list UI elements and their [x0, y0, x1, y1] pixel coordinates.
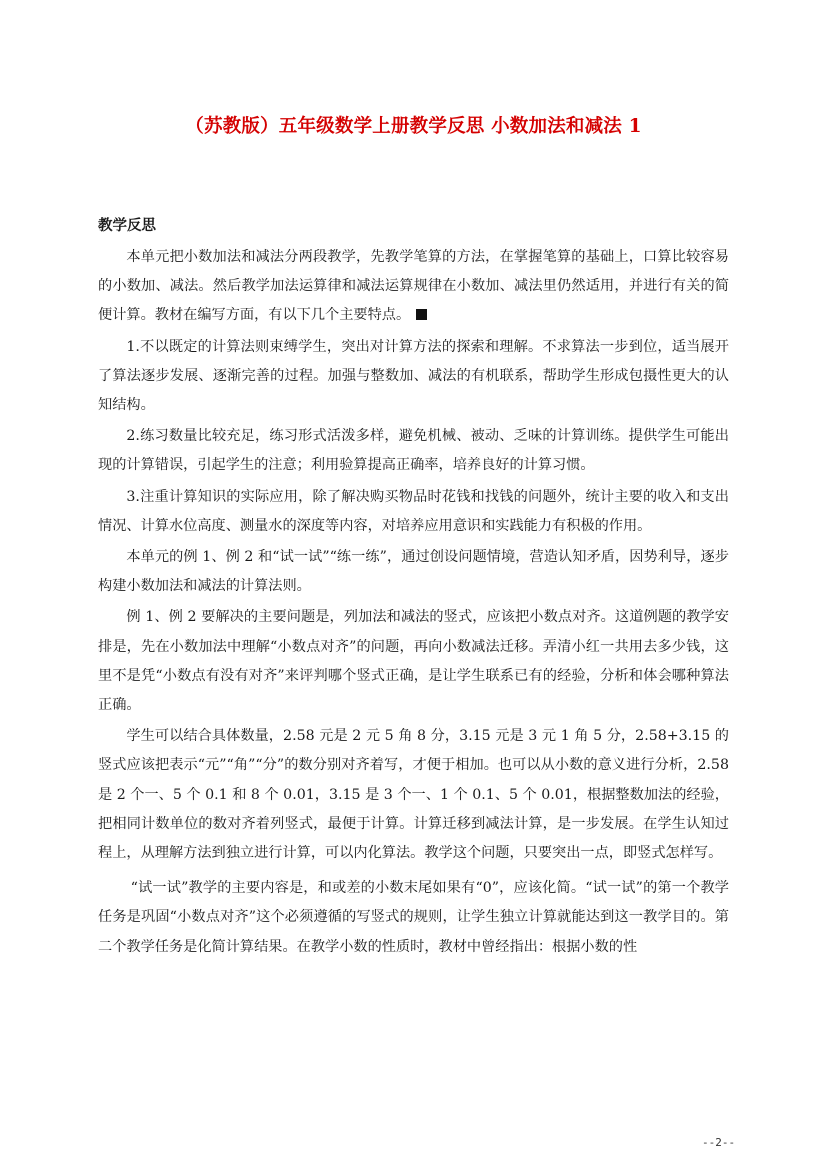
paragraph-example-1-2: 例 1、例 2 要解决的主要问题是，列加法和减法的竖式，应该把小数点对齐。这道例题的教学安排是，先在小数加法中理解“小数点对齐”的问题，再向小数减法迁移。弄清小红一共用去多少钱，这里不是凭“小数点有没有对齐”来评判哪个竖式正确，是让学生联系已有的经验，分析和体会哪种算法正确。	[98, 609, 729, 714]
paragraph-try-it: “试一试”教学的主要内容是，和或差的小数末尾如果有“0”，应该化简。“试一试”的第一个教学任务是巩固“小数点对齐”这个必须遵循的写竖式的规则，让学生独立计算就能达到这一教学目的。第二个教学任务是化简计算结果。在教学小数的性质时，教材中曾经指出：根据小数的性	[98, 880, 729, 955]
paragraph-intro-text: 本单元把小数加法和减法分两段教学，先教学笔算的方法，在掌握笔算的基础上，口算比较容易的小数加、减法。然后教学加法运算律和减法运算规律在小数加、减法里仍然适用，并进行有关的简便计算。教材在编写方面，有以下几个主要特点。	[98, 249, 729, 324]
black-square-icon	[416, 309, 427, 320]
section-heading: 教学反思	[98, 217, 156, 234]
body-text	[98, 243, 729, 962]
paragraph-point-3: 3.注重计算知识的实际应用，除了解决购买物品时花钱和找钱的问题外，统计主要的收入和支出情况、计算水位高度、测量水的深度等内容，对培养应用意识和实践能力有积极的作用。	[98, 488, 729, 534]
paragraph-examples-overview: 本单元的例 1、例 2 和“试一试”“练一练”，通过创设问题情境，营造认知矛盾，因势利导，逐步构建小数加法和减法的计算法则。	[98, 549, 729, 595]
paragraph-point-2: 2.练习数量比较充足，练习形式活泼多样，避免机械、被动、乏味的计算训练。提供学生可能出现的计算错误，引起学生的注意；利用验算提高正确率，培养良好的计算习惯。	[98, 428, 729, 474]
page-number: --2--	[702, 1136, 736, 1149]
paragraph-intro	[98, 243, 729, 331]
paragraph-point-1: 1.不以既定的计算法则束缚学生，突出对计算方法的探索和理解。不求算法一步到位，适当展开了算法逐步发展、逐渐完善的过程。加强与整数加、减法的有机联系，帮助学生形成包摄性更大的认知结构。	[98, 338, 729, 414]
paragraph-student-analysis: 学生可以结合具体数量，2.58 元是 2 元 5 角 8 分，3.15 元是 3 元 1 角 5 分，2.58+3.15 的竖式应该把表示“元”“角”“分”的数分别对齐着写，才便于相加。也可以从小数的意义进行分析，2.58 是 2 个一、5 个 0.1 和 8 个 0.01，3.15 是 3 个一、1 个 0.1、5 个 0.01，根据整数加法的经验，把相同计数单位的数对齐着列竖式，最便于计算。计算迁移到减法计算，是一步发展。在学生认知过程上，从理解方法到独立进行计算，可以内化算法。教学这个问题，只要突出一点，即竖式怎样写。	[98, 728, 729, 862]
document-title: （苏教版）五年级数学上册教学反思 小数加法和减法 1	[185, 116, 642, 137]
